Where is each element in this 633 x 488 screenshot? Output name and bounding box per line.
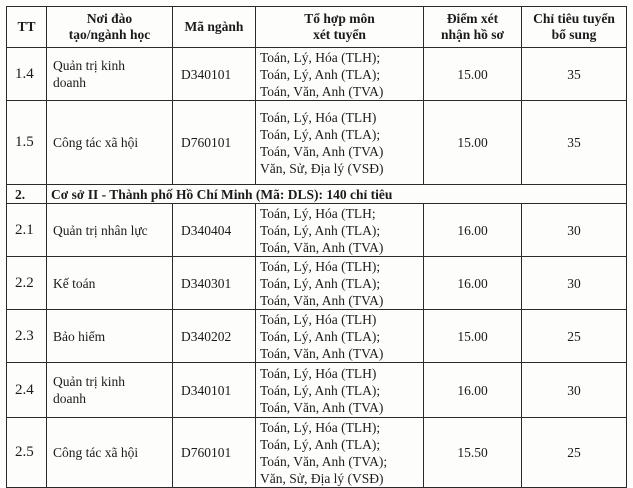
- quota-value: 35: [522, 48, 627, 101]
- subject-combination: Toán, Lý, Anh (TLA);: [260, 222, 381, 238]
- admission-table: [6, 6, 627, 488]
- subject-combination: Toán, Văn, Anh (TVA): [260, 83, 384, 99]
- subject-combination: Toán, Văn, Anh (TVA);: [260, 453, 388, 469]
- table-row: [7, 418, 627, 488]
- subject-combinations: [256, 310, 424, 363]
- program-name-line: Công tác xã hội: [53, 135, 139, 150]
- admission-score: 16.00: [424, 204, 522, 257]
- subject-combination: Toán, Lý, Anh (TLA);: [260, 66, 381, 82]
- admission-score: 15.50: [424, 418, 522, 488]
- section-row: [7, 185, 627, 204]
- subject-combination: Toán, Lý, Hóa (TLH);: [260, 419, 381, 435]
- header-combo-line: Tổ hợp môn: [304, 11, 375, 26]
- header-combo-line: xét tuyển: [313, 27, 366, 42]
- subject-combinations: [256, 204, 424, 257]
- subject-combination: Toán, Lý, Anh (TLA);: [260, 275, 381, 291]
- program-name: [47, 48, 173, 101]
- row-number: 2.4: [7, 363, 47, 418]
- subject-combination: Toán, Lý, Hóa (TLH;: [260, 205, 376, 221]
- subject-combination: Toán, Lý, Anh (TLA);: [260, 382, 381, 398]
- subject-combination: Toán, Lý, Hóa (TLH): [260, 311, 377, 327]
- subject-combination: Toán, Lý, Hóa (TLH): [260, 365, 377, 381]
- program-name-line: Quản trị kinh: [53, 58, 125, 73]
- subject-combination: Toán, Lý, Anh (TLA);: [260, 126, 381, 142]
- table-row: [7, 257, 627, 310]
- subject-combination: Toán, Văn, Anh (TVA): [260, 143, 384, 159]
- admission-score: 15.00: [424, 310, 522, 363]
- table-body-bottom: [7, 204, 627, 488]
- header-score-line: Điểm xét: [446, 11, 499, 26]
- program-code: D340101: [173, 48, 256, 101]
- subject-combination: Toán, Văn, Anh (TVA): [260, 239, 384, 255]
- program-name-line: doanh: [53, 75, 86, 90]
- program-name: [47, 204, 173, 257]
- subject-combinations: [256, 101, 424, 185]
- quota-value: 30: [522, 363, 627, 418]
- header-program-line: tạo/ngành học: [68, 27, 151, 42]
- subject-combinations: [256, 363, 424, 418]
- subject-combination: Toán, Lý, Anh (TLA);: [260, 436, 381, 452]
- quota-value: 25: [522, 310, 627, 363]
- header-program-line: Nơi đào: [86, 11, 133, 26]
- program-name: [47, 418, 173, 488]
- program-name: [47, 310, 173, 363]
- quota-value: 35: [522, 101, 627, 185]
- admission-score: 15.00: [424, 48, 522, 101]
- section-body: [7, 185, 627, 204]
- row-number: 1.5: [7, 101, 47, 185]
- program-code: D340301: [173, 257, 256, 310]
- program-name-line: Quản trị kinh: [53, 374, 125, 389]
- row-number: 2.5: [7, 418, 47, 488]
- table-row: [7, 363, 627, 418]
- section-number: 2.: [7, 185, 47, 204]
- header-score: [424, 7, 522, 48]
- table-row: [7, 310, 627, 363]
- subject-combination: Toán, Văn, Anh (TVA): [260, 399, 384, 415]
- program-name: [47, 101, 173, 185]
- subject-combination: Văn, Sử, Địa lý (VSĐ): [260, 160, 384, 176]
- quota-value: 30: [522, 204, 627, 257]
- program-code: D340202: [173, 310, 256, 363]
- program-name: [47, 363, 173, 418]
- header-quota-line: Chỉ tiêu tuyển: [533, 11, 615, 26]
- subject-combinations: [256, 257, 424, 310]
- header-combo: [256, 7, 424, 48]
- table-row: [7, 101, 627, 185]
- program-name-line: doanh: [53, 391, 86, 406]
- section-title-text: Cơ sở II - Thành phố Hồ Chí Minh (Mã: DLS): 140 chỉ tiêu: [51, 186, 393, 202]
- subject-combination: Toán, Lý, Anh (TLA);: [260, 328, 381, 344]
- header-code: Mã ngành: [173, 7, 256, 48]
- row-number: 2.3: [7, 310, 47, 363]
- program-name-line: Công tác xã hội: [53, 445, 139, 460]
- program-name: [47, 257, 173, 310]
- subject-combinations: [256, 48, 424, 101]
- admission-score: 16.00: [424, 363, 522, 418]
- subject-combinations: [256, 418, 424, 488]
- subject-combination: Toán, Lý, Hóa (TLH);: [260, 258, 381, 274]
- row-number: 2.1: [7, 204, 47, 257]
- section-title: [47, 185, 627, 204]
- header-score-line: nhận hồ sơ: [440, 27, 504, 42]
- subject-combination: Toán, Lý, Hóa (TLH): [260, 109, 377, 125]
- admission-score: 16.00: [424, 257, 522, 310]
- table-body-top: [7, 48, 627, 185]
- subject-combination: Toán, Lý, Hóa (TLH);: [260, 49, 381, 65]
- header-tt: TT: [7, 7, 47, 48]
- program-name-line: Quản trị nhân lực: [53, 222, 148, 238]
- header-program: [47, 7, 173, 48]
- table-row: [7, 48, 627, 101]
- row-number: 2.2: [7, 257, 47, 310]
- row-number: 1.4: [7, 48, 47, 101]
- quota-value: 25: [522, 418, 627, 488]
- program-code: D340101: [173, 363, 256, 418]
- header-row: [7, 7, 627, 48]
- table-row: [7, 204, 627, 257]
- header-quota-line: bổ sung: [551, 27, 597, 42]
- header-quota: [522, 7, 627, 48]
- program-code: D760101: [173, 418, 256, 488]
- quota-value: 30: [522, 257, 627, 310]
- admission-score: 15.00: [424, 101, 522, 185]
- program-name-line: Bảo hiểm: [53, 328, 106, 344]
- subject-combination: Toán, Văn, Anh (TVA): [260, 292, 384, 308]
- program-name-line: Kế toán: [53, 275, 96, 291]
- program-code: D340404: [173, 204, 256, 257]
- program-code: D760101: [173, 101, 256, 185]
- subject-combination: Văn, Sử, Địa lý (VSĐ): [260, 470, 384, 486]
- subject-combination: Toán, Văn, Anh (TVA): [260, 345, 384, 361]
